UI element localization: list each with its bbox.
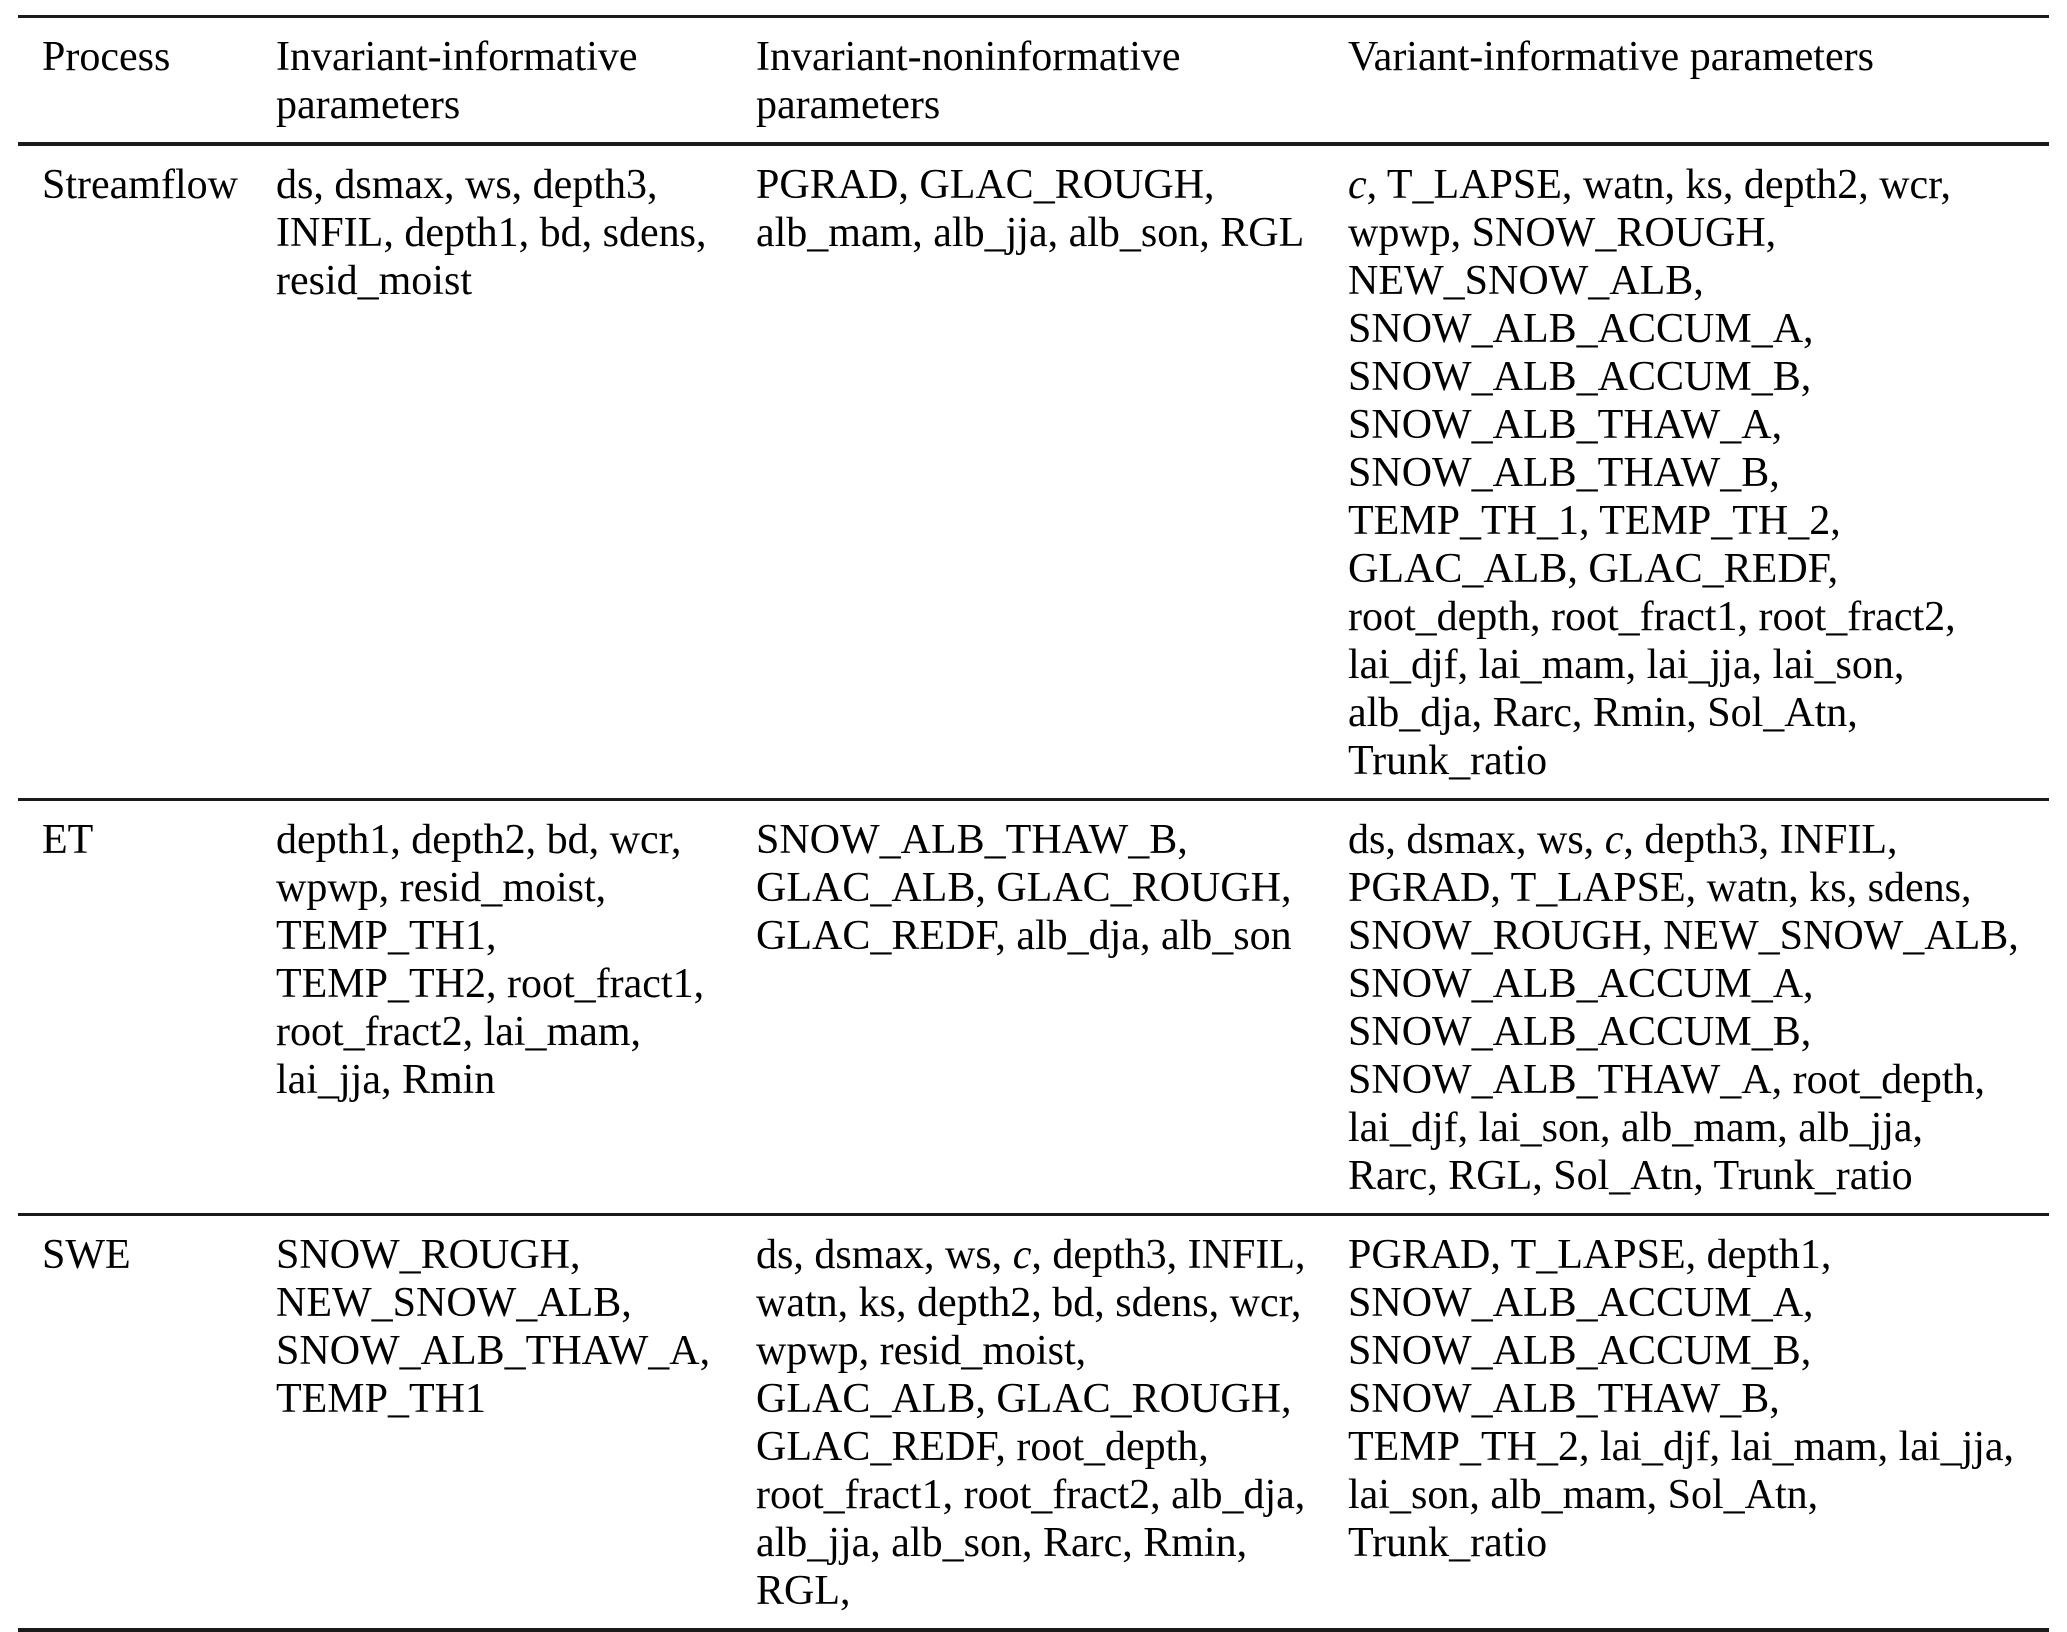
- header-row: [18, 17, 2049, 145]
- et-process-cell: ET: [42, 817, 94, 863]
- table-row-swe: [18, 1215, 2049, 1631]
- swe-process-cell: SWE: [42, 1232, 131, 1278]
- et-invariant-informative-cell: depth1, depth2, bd, wcr, wpwp, resid_moist, TEMP_TH1, TEMP_TH2, root_fract1, root_fract2, lai_mam, lai_jja, Rmin: [276, 817, 705, 1103]
- streamflow-process-cell: Streamflow: [42, 162, 238, 208]
- header-cell-invariant-noninformative: Invariant-noninformative parameters: [756, 34, 1181, 128]
- table-body: [18, 144, 2049, 1630]
- streamflow-invariant-informative-cell: ds, dsmax, ws, depth3, INFIL, depth1, bd, sdens, resid_moist: [276, 162, 707, 304]
- swe-variant-informative-cell: PGRAD, T_LAPSE, depth1, SNOW_ALB_ACCUM_A, SNOW_ALB_ACCUM_B, SNOW_ALB_THAW_B, TEMP_TH_2, lai_djf, lai_mam, lai_jja, lai_son, alb_mam, Sol_Atn, Trunk_ratio: [1348, 1232, 2015, 1566]
- swe-invariant-informative-cell: SNOW_ROUGH, NEW_SNOW_ALB, SNOW_ALB_THAW_A, TEMP_TH1: [276, 1232, 711, 1422]
- header-cell-invariant-informative: Invariant-informative parameters: [276, 34, 638, 128]
- et-invariant-noninformative-cell: SNOW_ALB_THAW_B, GLAC_ALB, GLAC_ROUGH, GLAC_REDF, alb_dja, alb_son: [756, 817, 1292, 959]
- swe-invariant-noninformative-cell: ds, dsmax, ws, c, depth3, INFIL, watn, ks, depth2, bd, sdens, wcr, wpwp, resid_moist, GLAC_ALB, GLAC_ROUGH, GLAC_REDF, root_depth, root_fract1, root_fract2, alb_dja, alb_jja, alb_son, Rarc, Rmin, RGL,: [756, 1232, 1306, 1614]
- streamflow-variant-informative-cell: c, T_LAPSE, watn, ks, depth2, wcr, wpwp, SNOW_ROUGH, NEW_SNOW_ALB, SNOW_ALB_ACCUM_A, SNOW_ALB_ACCUM_B, SNOW_ALB_THAW_A, SNOW_ALB_THAW_B, TEMP_TH_1, TEMP_TH_2, GLAC_ALB, GLAC_REDF, root_depth, root_fract1, root_fract2, lai_djf, lai_mam, lai_jja, lai_son, alb_dja, Rarc, Rmin, Sol_Atn, Trunk_ratio: [1348, 162, 1956, 784]
- table-row-et: [18, 800, 2049, 1215]
- header-cell-process: Process: [42, 34, 171, 80]
- table-row-streamflow: [18, 144, 2049, 800]
- header-cell-variant-informative: Variant-informative parameters: [1348, 34, 1874, 80]
- et-variant-informative-cell: ds, dsmax, ws, c, depth3, INFIL, PGRAD, T_LAPSE, watn, ks, sdens, SNOW_ROUGH, NEW_SNOW_ALB, SNOW_ALB_ACCUM_A, SNOW_ALB_ACCUM_B, SNOW_ALB_THAW_A, root_depth, lai_djf, lai_son, alb_mam, alb_jja, Rarc, RGL, Sol_Atn, Trunk_ratio: [1348, 817, 2019, 1199]
- parameter-classification-table: [18, 15, 2049, 1632]
- table-header: [18, 17, 2049, 145]
- streamflow-invariant-noninformative-cell: PGRAD, GLAC_ROUGH, alb_mam, alb_jja, alb_son, RGL: [756, 162, 1305, 256]
